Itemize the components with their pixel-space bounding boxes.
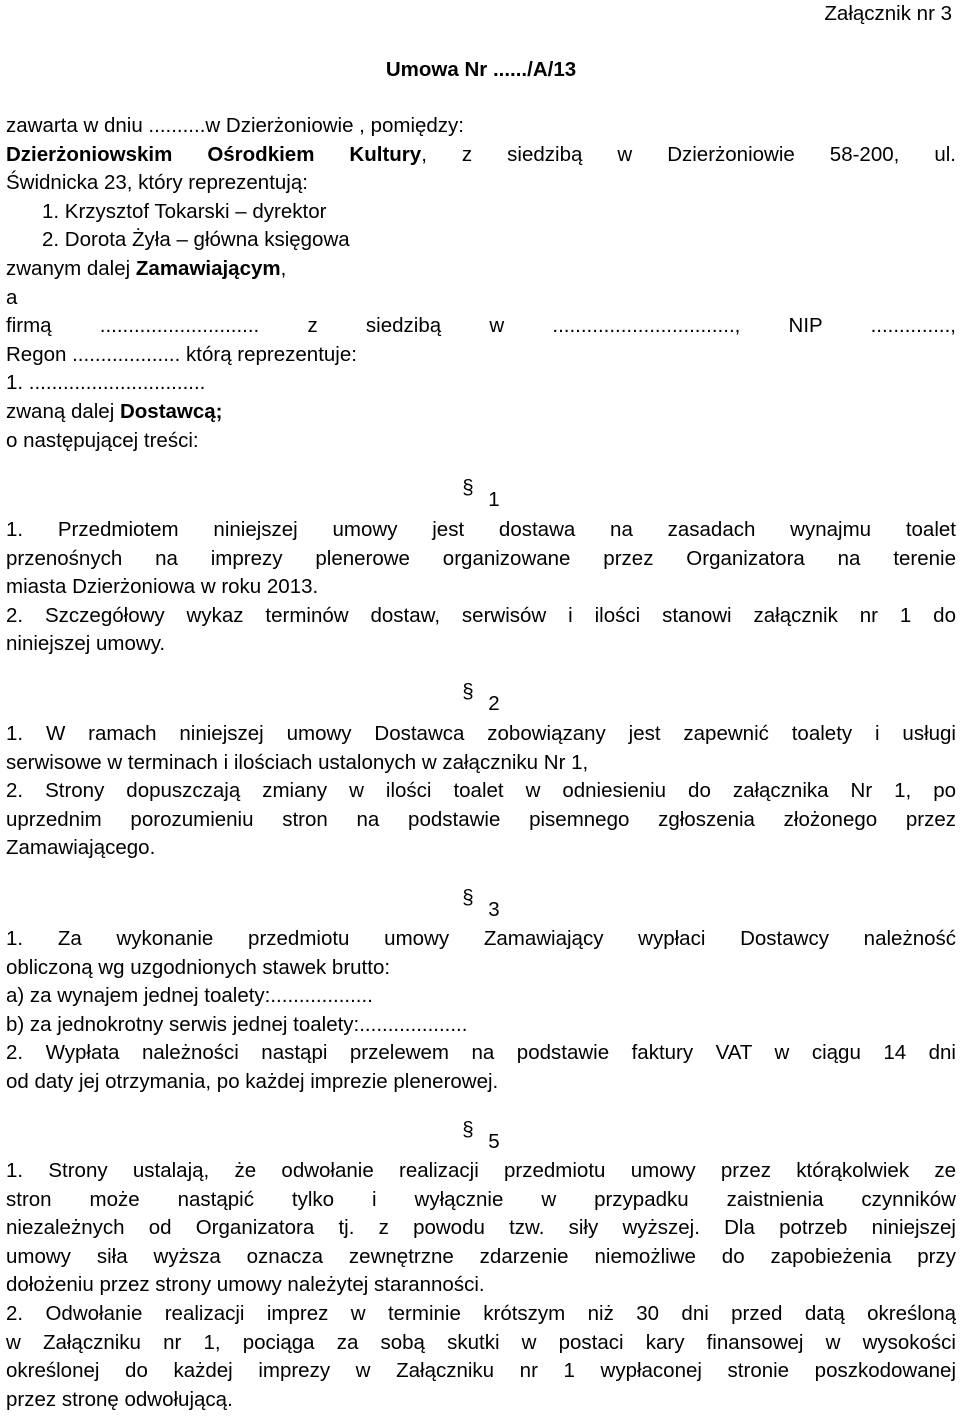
clause-line: stron może nastąpić tylko i wyłącznie w przypadku zaistnienia czynników [6,1187,956,1211]
contract-title: Umowa Nr ....../A/13 [385,58,577,81]
clause-line: a) za wynajem jednej toalety:.................. [6,984,373,1008]
intro-line: Regon ................... którą reprezentuje: [6,342,357,366]
intro-line: 1. ............................... [6,371,206,395]
paragraph-number: § 2 [462,690,499,718]
clause-line: od daty jej otrzymania, po każdej imprezie plenerowej. [6,1069,499,1093]
clause-line: 2. Odwołanie realizacji imprez w terminie krótszym niż 30 dni przed datą określoną [6,1301,956,1325]
organizer-name: Dzierżoniowskim Ośrodkiem Kultury [6,142,422,166]
clause-line: określonej do każdej imprezy w Załączniku nr 1 wypłaconej stronie poszkodowanej [6,1359,956,1383]
parties-block [6,112,956,455]
clause-line: 1. Przedmiotem niniejszej umowy jest dostawa na zasadach wynajmu toalet [6,518,956,541]
intro-text: zwaną dalej [6,399,120,423]
section-heading [6,486,956,514]
clause-line: 2. Szczegółowy wykaz terminów dostaw, serwisów i ilości stanowi załącznik nr 1 do [6,603,956,627]
clause-line: 1. W ramach niniejszej umowy Dostawca zobowiązany jest zapewnić toalety i usługi [6,722,956,745]
clause-line: przez stronę odwołującą. [6,1387,233,1411]
clause-line: dołożeniu przez strony umowy należytej staranności. [6,1273,485,1297]
section-heading [6,896,956,924]
clause-line: 1. Strony ustalają, że odwołanie realizacji przedmiotu umowy przez którąkolwiek ze [6,1159,956,1182]
intro-text: , [280,256,287,280]
section-heading [6,1128,956,1156]
section-body [6,516,956,659]
intro-line [6,398,956,427]
intro-line: o następującej treści: [6,428,199,452]
paragraph-number: § 5 [462,1128,499,1156]
clause-line: b) za jednokrotny serwis jednej toalety:................... [6,1012,468,1036]
clause-line: umowy siła wyższa oznacza zewnętrzne zdarzenie niemożliwe do zapobieżenia przy [6,1244,956,1268]
party-role: Dostawcą; [119,399,223,423]
intro-line: zawarta w dniu ..........w Dzierżoniowie , pomiędzy: [6,114,465,137]
intro-text: zwanym dalej [6,256,136,280]
clause-line: 1. Za wykonanie przedmiotu umowy Zamawiający wypłaci Dostawcy należność [6,927,956,950]
clause-line: 2. Wypłata należności nastąpi przelewem na podstawie faktury VAT w ciągu 14 dni [6,1041,956,1065]
clause-line: niezależnych od Organizatora tj. z powodu tzw. siły wyższej. Dla potrzeb niniejszej [6,1216,956,1240]
intro-line: a [6,285,18,309]
clause-line: niniejszej umowy. [6,632,166,656]
annex-label: Załącznik nr 3 [824,2,952,25]
clause-line: obliczoną wg uzgodnionych stawek brutto: [6,955,391,979]
representative-item: 2. Dorota Żyła – główna księgowa [42,228,350,252]
organizer-address: , z siedzibą w Dzierżoniowie 58-200, ul. [421,142,956,166]
clause-line: przenośnych na imprezy plenerowe organizowane przez Organizatora na terenie [6,546,956,570]
intro-line: Świdnicka 23, który reprezentują: [6,171,308,195]
party-role: Zamawiającym [135,256,281,280]
section-heading [6,690,956,718]
section-body [6,925,956,1097]
clause-line: Zamawiającego. [6,836,156,860]
clause-line: 2. Strony dopuszczają zmiany w ilości toalet w odniesieniu do załącznika Nr 1, po [6,779,956,803]
intro-line: firmą ............................ z siedzibą w ................................, NIP .............., [6,314,956,338]
intro-line [6,141,956,170]
section-body [6,720,956,863]
clause-line: w Załączniku nr 1, pociąga za sobą skutki w postaci kary finansowej w wysokości [6,1330,956,1354]
intro-line [6,255,956,284]
clause-line: uprzednim porozumieniu stron na podstawie pisemnego zgłoszenia złożonego przez [6,807,956,831]
paragraph-number: § 1 [462,486,499,514]
clause-line: serwisowe w terminach i ilościach ustalonych w załączniku Nr 1, [6,750,589,774]
representative-item: 1. Krzysztof Tokarski – dyrektor [42,199,327,223]
section-body [6,1157,956,1414]
paragraph-number: § 3 [462,896,499,924]
clause-line: miasta Dzierżoniowa w roku 2013. [6,575,319,599]
